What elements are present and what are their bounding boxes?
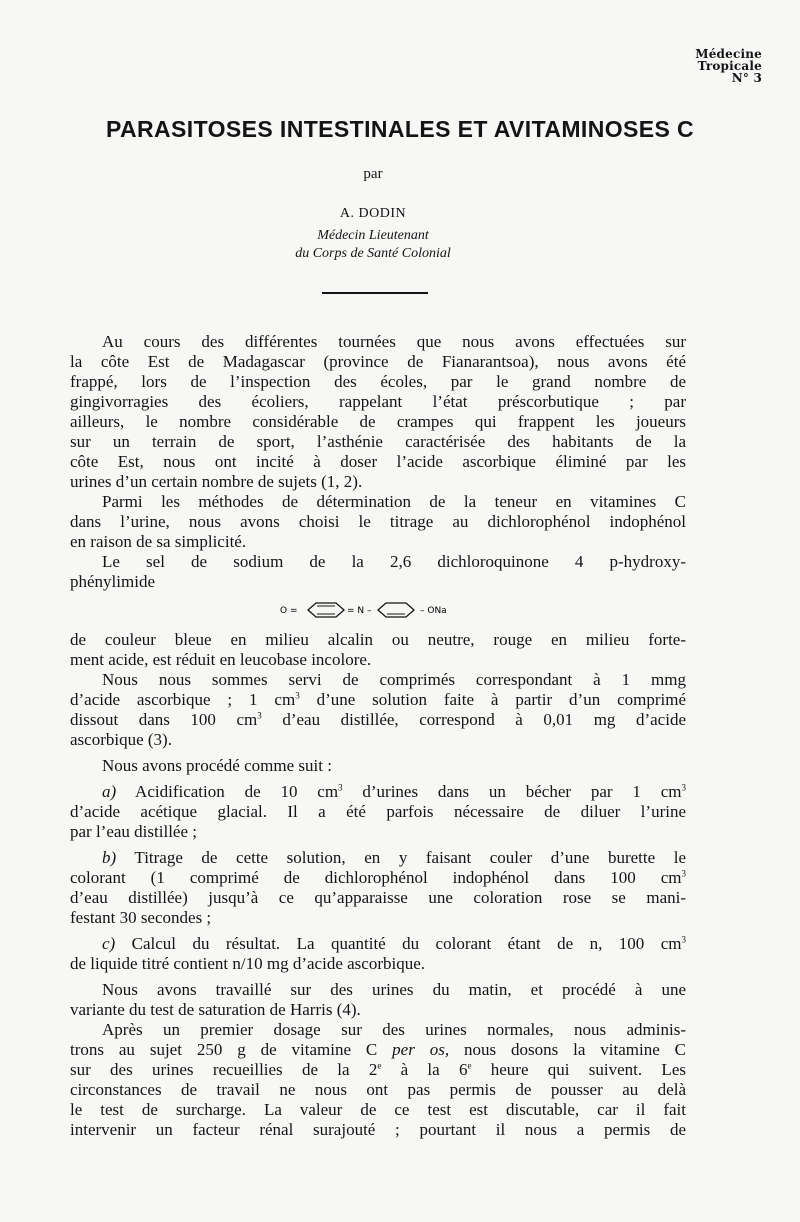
text-line: circonstances de travail ne nous ont pas permis de pousser au delà xyxy=(70,1080,686,1099)
article-body xyxy=(70,332,686,1140)
formula-right: – ONa xyxy=(420,606,447,616)
text-line: urines d’un certain nombre de sujets (1, 2). xyxy=(70,472,363,491)
text-run: d’urines dans un bécher par 1 cm xyxy=(342,782,682,801)
text-line xyxy=(70,848,686,868)
text-line: d’eau distillée) jusqu’à ce qu’apparaisse une coloration rose se mani- xyxy=(70,888,686,907)
text-line: d’acide acétique glacial. Il a été parfois nécessaire de diluer l’urine xyxy=(70,802,686,821)
text-line: de liquide titré contient n/10 mg d’acide ascorbique. xyxy=(70,954,425,973)
author-role-2: du Corps de Santé Colonial xyxy=(295,246,451,261)
paragraph-7 xyxy=(70,980,686,1020)
text-line xyxy=(70,690,686,710)
byline-par: par xyxy=(363,166,383,182)
step-label: b) xyxy=(102,848,117,867)
text-line xyxy=(70,782,686,802)
text-line: Nous nous sommes servi de comprimés correspondant à 1 mmg xyxy=(102,670,686,689)
text-line: Parmi les méthodes de détermination de la teneur en vitamines C xyxy=(102,492,686,511)
italic-run: per os, xyxy=(392,1040,450,1059)
author-name: A. DODIN xyxy=(339,206,407,221)
text-run: sur des urines recueillies de la 2 xyxy=(70,1060,378,1079)
text-line: frappé, lors de l’inspection des écoles, par le grand nombre de xyxy=(70,372,686,391)
superscript: 3 xyxy=(295,690,300,701)
text-line: par l’eau distillée ; xyxy=(70,822,197,841)
journal-issue: N° 3 xyxy=(731,71,762,85)
text-run: nous dosons la vitamine C xyxy=(449,1040,686,1059)
text-line: Après un premier dosage sur des urines normales, nous adminis- xyxy=(102,1020,686,1039)
quinone-ring xyxy=(308,603,344,617)
text-run: Titrage de cette solution, en y faisant couler d’une burette le xyxy=(116,848,686,867)
text-run: dissout dans 100 cm xyxy=(70,710,258,729)
text-line: Le sel de sodium de la 2,6 dichloroquinone 4 p-hydroxy- xyxy=(102,552,686,571)
formula-middle: = N – xyxy=(347,606,372,616)
paragraph-8 xyxy=(70,1020,686,1140)
text-line xyxy=(70,1060,686,1080)
superscript: 3 xyxy=(257,710,262,721)
superscript: e xyxy=(377,1060,382,1071)
text-line: de couleur bleue en milieu alcalin ou neutre, rouge en milieu forte- xyxy=(70,630,686,649)
step-label: c) xyxy=(102,934,116,953)
paragraph-6: Nous avons procédé comme suit : xyxy=(102,756,332,775)
text-line: ailleurs, le nombre considérable de crampes qui frappent les joueurs xyxy=(70,412,686,431)
superscript: 3 xyxy=(681,934,686,945)
paragraph-5 xyxy=(70,670,686,750)
text-run: Calcul du résultat. La quantité du colorant étant de n, 100 cm xyxy=(115,934,682,953)
journal-line-1: Médecine xyxy=(695,47,762,61)
step-a xyxy=(70,782,686,842)
author-role-1: Médecin Lieutenant xyxy=(317,228,429,243)
step-c xyxy=(70,934,686,974)
text-line: variante du test de saturation de Harris (4). xyxy=(70,1000,361,1019)
text-line: ment acide, est réduit en leucobase incolore. xyxy=(70,650,372,669)
text-run: Acidification de 10 cm xyxy=(116,782,339,801)
text-line: phénylimide xyxy=(70,572,155,591)
text-line: intervenir un facteur rénal surajouté ; pourtant il nous a permis de xyxy=(70,1120,686,1139)
paragraph-3 xyxy=(70,552,686,592)
text-run: d’une solution faite à partir d’un comprimé xyxy=(299,690,686,709)
text-line: ascorbique (3). xyxy=(70,730,172,749)
text-line: la côte Est de Madagascar (province de Fianarantsoa), nous avons été xyxy=(70,352,686,371)
text-line: le test de surcharge. La valeur de ce test est discutable, car il fait xyxy=(70,1100,686,1119)
paragraph-2 xyxy=(70,492,686,552)
text-line: Nous avons travaillé sur des urines du matin, et procédé à une xyxy=(102,980,686,999)
formula-diagram xyxy=(280,598,480,622)
paragraph-4 xyxy=(70,630,686,670)
text-line: côte Est, nous ont incité à doser l’acide ascorbique éliminé par les xyxy=(70,452,686,471)
journal-line-2: Tropicale xyxy=(697,59,762,73)
text-line xyxy=(70,868,686,888)
superscript: 3 xyxy=(681,868,686,879)
text-run: trons au sujet 250 g de vitamine C xyxy=(70,1040,393,1059)
text-line: en raison de sa simplicité. xyxy=(70,532,247,551)
title-separator-rule xyxy=(322,292,428,294)
chemical-formula xyxy=(70,596,686,626)
step-label: a) xyxy=(102,782,117,801)
superscript: e xyxy=(467,1060,472,1071)
step-b xyxy=(70,848,686,928)
journal-name xyxy=(695,48,762,84)
superscript: 3 xyxy=(338,782,343,793)
text-line: festant 30 secondes ; xyxy=(70,908,212,927)
text-run: d’acide ascorbique ; 1 cm xyxy=(70,690,296,709)
text-line: gingivorragies des écoliers, rappelant l’état préscorbutique ; par xyxy=(70,392,686,411)
text-run: à la 6 xyxy=(381,1060,468,1079)
text-line: sur un terrain de sport, l’asthénie caractérisée des habitants de la xyxy=(70,432,686,451)
text-run: heure qui suivent. Les xyxy=(471,1060,686,1079)
text-run: colorant (1 comprimé de dichlorophénol indophénol dans 100 cm xyxy=(70,868,682,887)
text-line xyxy=(70,710,686,730)
formula-left: O = xyxy=(280,606,298,616)
text-line xyxy=(70,1040,686,1060)
article-title: PARASITOSES INTESTINALES ET AVITAMINOSES C xyxy=(105,116,695,142)
superscript: 3 xyxy=(681,782,686,793)
text-line: Au cours des différentes tournées que nous avons effectuées sur xyxy=(102,332,686,351)
text-line: dans l’urine, nous avons choisi le titrage au dichlorophénol indophénol xyxy=(70,512,686,531)
text-line xyxy=(70,934,686,954)
text-run: d’eau distillée, correspond à 0,01 mg d’acide xyxy=(261,710,686,729)
benzene-ring xyxy=(378,603,414,617)
paragraph-1 xyxy=(70,332,686,492)
